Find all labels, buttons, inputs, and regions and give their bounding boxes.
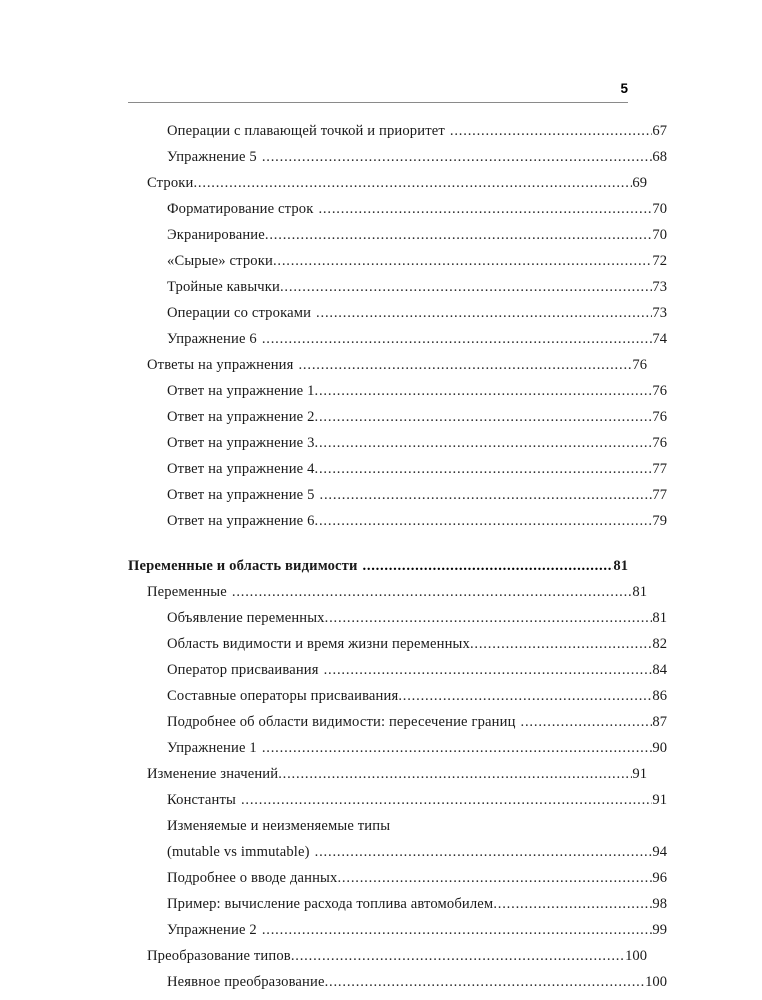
page-number: 5 [620, 81, 628, 96]
dot-leader [521, 709, 653, 735]
toc-entry-page-number: 100 [625, 948, 647, 964]
dot-leader [193, 170, 632, 196]
toc-entry-title: Упражнение 1 [167, 740, 257, 756]
toc-entry[interactable] [128, 144, 667, 170]
toc-entry-page-number: 72 [652, 253, 667, 269]
dot-leader [265, 222, 653, 248]
toc-entry[interactable] [128, 300, 667, 326]
dot-leader [280, 274, 652, 300]
toc-entry-title: Переменные и область видимости [128, 558, 358, 574]
toc-entry-title: Строки [147, 175, 194, 191]
toc-entry-page-number: 76 [652, 409, 667, 425]
toc-entry-page-number: 87 [652, 714, 667, 730]
toc-entry-page-number: 84 [652, 662, 667, 678]
toc-entry-page-number: 90 [652, 740, 667, 756]
toc-entry-title: Изменяемые и неизменяемые типы [167, 818, 391, 834]
toc-entry-page-number: 81 [632, 584, 647, 600]
toc-entry-page-number: 82 [652, 636, 667, 652]
toc-entry-title: Оператор присваивания [167, 662, 319, 678]
toc-entry-title: Упражнение 5 [167, 149, 257, 165]
toc-entry[interactable] [128, 248, 667, 274]
toc-entry-title: «Сырые» строки [167, 253, 273, 269]
toc-entry-title: Ответ на упражнение 2 [167, 409, 315, 425]
toc-entry[interactable] [128, 482, 667, 508]
toc-entry-title: (mutable vs immutable) [167, 844, 310, 860]
toc-entry-page-number: 100 [645, 974, 667, 990]
toc-entry-page-number: 74 [652, 331, 667, 347]
dot-leader [262, 326, 653, 352]
dot-leader [291, 943, 625, 969]
toc-entry[interactable] [128, 709, 667, 735]
toc-entry[interactable] [128, 456, 667, 482]
toc-entry[interactable] [128, 891, 667, 917]
toc-entry-page-number: 70 [652, 227, 667, 243]
toc-entry[interactable] [128, 735, 667, 761]
toc-entry-page-number: 67 [652, 123, 667, 139]
toc-entry-page-number: 91 [652, 792, 667, 808]
toc-entry-title: Объявление переменных [167, 610, 325, 626]
dot-leader [316, 300, 652, 326]
toc-entry-title: Форматирование строк [167, 201, 314, 217]
dot-leader [298, 352, 632, 378]
dot-leader [450, 118, 653, 144]
dot-leader [315, 378, 653, 404]
toc-entry-page-number: 94 [652, 844, 667, 860]
toc-entry[interactable] [128, 813, 667, 839]
dot-leader [493, 891, 652, 917]
toc-entry-page-number: 76 [632, 357, 647, 373]
toc-entry[interactable] [128, 865, 667, 891]
toc-entry-page-number: 69 [632, 175, 647, 191]
toc-entry[interactable] [128, 118, 667, 144]
dot-leader [262, 735, 653, 761]
header-rule [128, 102, 628, 103]
toc-entry[interactable] [128, 657, 667, 683]
toc-entry-title: Пример: вычисление расхода топлива автомобилем [167, 896, 494, 912]
toc-entry-title: Ответ на упражнение 1 [167, 383, 315, 399]
toc-entry-page-number: 73 [652, 279, 667, 295]
dot-leader [232, 579, 633, 605]
toc-entry[interactable] [128, 943, 647, 969]
toc-entry[interactable] [128, 579, 647, 605]
toc-entry-title: Упражнение 2 [167, 922, 257, 938]
dot-leader [470, 631, 652, 657]
dot-leader [318, 196, 652, 222]
dot-leader [262, 917, 653, 943]
toc-entry-page-number: 76 [652, 383, 667, 399]
toc-entry-page-number: 86 [652, 688, 667, 704]
toc-entry[interactable] [128, 605, 667, 631]
toc-entry[interactable] [128, 352, 647, 378]
toc-entry-title: Подробнее об области видимости: пересечение границ [167, 714, 516, 730]
dot-leader [278, 761, 632, 787]
table-of-contents [128, 118, 667, 995]
toc-entry[interactable] [128, 274, 667, 300]
toc-entry[interactable] [128, 170, 647, 196]
toc-entry[interactable] [128, 378, 667, 404]
dot-leader [273, 248, 652, 274]
toc-entry-page-number: 77 [652, 461, 667, 477]
toc-entry-page-number: 73 [652, 305, 667, 321]
toc-entry-title: Тройные кавычки [167, 279, 280, 295]
toc-entry[interactable] [128, 553, 628, 579]
toc-entry-page-number: 76 [652, 435, 667, 451]
toc-entry[interactable] [128, 430, 667, 456]
toc-entry[interactable] [128, 761, 647, 787]
dot-leader [320, 482, 653, 508]
dot-leader [241, 787, 652, 813]
toc-entry-title: Область видимости и время жизни переменных [167, 636, 470, 652]
toc-entry[interactable] [128, 787, 667, 813]
toc-entry-title: Неявное преобразование [167, 974, 325, 990]
section-spacer [128, 534, 628, 553]
toc-entry-page-number: 77 [652, 487, 667, 503]
dot-leader [325, 969, 646, 995]
dot-leader [325, 605, 653, 631]
toc-entry-title: Переменные [147, 584, 227, 600]
toc-entry[interactable] [128, 404, 667, 430]
toc-entry[interactable] [128, 631, 667, 657]
dot-leader [315, 839, 653, 865]
toc-entry[interactable] [128, 683, 667, 709]
toc-entry-page-number: 70 [652, 201, 667, 217]
dot-leader [315, 508, 653, 534]
dot-leader [363, 553, 614, 579]
toc-entry-title: Константы [167, 792, 236, 808]
toc-entry-title: Упражнение 6 [167, 331, 257, 347]
toc-entry-title: Составные операторы присваивания [167, 688, 399, 704]
dot-leader [398, 683, 652, 709]
toc-entry-title: Ответ на упражнение 3 [167, 435, 315, 451]
toc-entry-title: Ответ на упражнение 5 [167, 487, 315, 503]
dot-leader [337, 865, 652, 891]
toc-entry-page-number: 98 [652, 896, 667, 912]
toc-entry-page-number: 99 [652, 922, 667, 938]
toc-entry[interactable] [128, 917, 667, 943]
toc-entry-page-number: 91 [632, 766, 647, 782]
dot-leader [315, 430, 653, 456]
toc-entry-page-number: 68 [652, 149, 667, 165]
toc-entry[interactable] [128, 839, 667, 865]
dot-leader [315, 456, 653, 482]
toc-entry[interactable] [128, 196, 667, 222]
dot-leader [324, 657, 653, 683]
toc-entry-title: Преобразование типов [147, 948, 291, 964]
toc-entry-title: Изменение значений [147, 766, 279, 782]
toc-entry-page-number: 96 [652, 870, 667, 886]
dot-leader [262, 144, 653, 170]
toc-entry[interactable] [128, 326, 667, 352]
dot-leader [315, 404, 653, 430]
toc-entry-page-number: 79 [652, 513, 667, 529]
running-header [128, 81, 628, 106]
toc-entry-title: Ответы на упражнения [147, 357, 294, 373]
toc-entry-title: Экранирование [167, 227, 265, 243]
toc-entry-page-number: 81 [613, 558, 628, 574]
toc-entry-title: Ответ на упражнение 6 [167, 513, 315, 529]
toc-entry-title: Подробнее о вводе данных [167, 870, 338, 886]
toc-entry-page-number: 81 [652, 610, 667, 626]
toc-entry-title: Ответ на упражнение 4 [167, 461, 315, 477]
toc-entry-title: Операции с плавающей точкой и приоритет [167, 123, 445, 139]
toc-entry[interactable] [128, 222, 667, 248]
toc-entry-title: Операции со строками [167, 305, 312, 321]
toc-entry[interactable] [128, 969, 667, 995]
toc-entry[interactable] [128, 508, 667, 534]
